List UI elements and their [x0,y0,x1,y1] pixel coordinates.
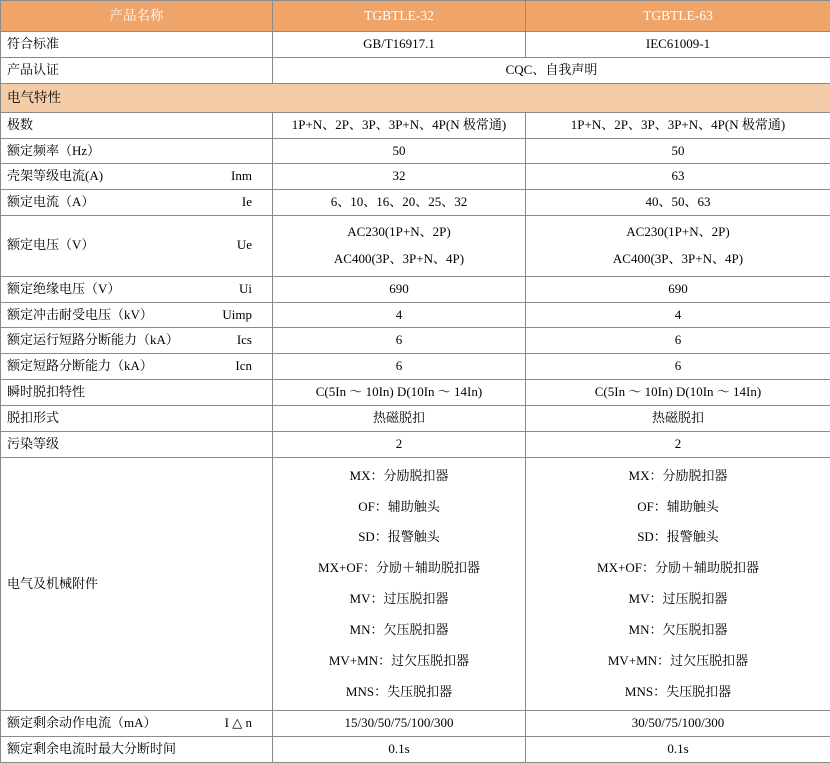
table-row [1,354,830,380]
row-value-2: 0.1s [526,737,830,763]
row-value-1: C(5In ～ 10In) D(10In ～ 14In) [273,380,526,406]
list-item: MV+MN：过欠压脱扣器 [279,646,519,677]
list-item: MV：过压脱扣器 [279,584,519,615]
list-item: MV+MN：过欠压脱扣器 [532,646,824,677]
row-value-2 [526,216,830,277]
row-symbol: Ie [242,193,266,212]
table-row [1,711,830,737]
list-item: MX+OF：分励＋辅助脱扣器 [279,553,519,584]
row-value-2: 63 [526,164,830,190]
row-label: 额定剩余电流时最大分断时间 [1,737,273,763]
header-product-name: 产品名称 [1,1,273,32]
row-symbol: Icn [235,357,266,376]
row-label: 极数 [1,112,273,138]
row-label: 额定冲击耐受电压（kV） [7,306,153,325]
table-row [1,380,830,406]
value-line: AC230(1P+N、2P) [532,219,824,246]
row-value-1: GB/T16917.1 [273,32,526,58]
row-label-with-symbol [1,328,273,354]
row-value-1: 6 [273,328,526,354]
row-label-with-symbol [1,190,273,216]
row-symbol: Ue [237,236,266,255]
row-label: 额定频率（Hz） [1,138,273,164]
row-value-2: 2 [526,431,830,457]
header-model-2: TGBTLE-63 [526,1,830,32]
row-label: 额定电压（V） [7,236,94,255]
spec-table-body [1,1,830,763]
row-value-1: 4 [273,302,526,328]
row-value-1: 690 [273,276,526,302]
list-item: SD：报警触头 [279,522,519,553]
table-row [1,57,830,83]
row-value-2: C(5In ～ 10In) D(10In ～ 14In) [526,380,830,406]
row-value-1: 32 [273,164,526,190]
section-title: 电气特性 [1,83,830,112]
row-value-2: 热磁脱扣 [526,405,830,431]
row-value-2: 30/50/75/100/300 [526,711,830,737]
row-value-1: 6 [273,354,526,380]
row-value-2: 50 [526,138,830,164]
section-header-row [1,83,830,112]
row-symbol: Uimp [222,306,266,325]
row-label: 额定绝缘电压（V） [7,280,120,299]
list-item: MNS：失压脱扣器 [532,677,824,708]
value-line: AC400(3P、3P+N、4P) [279,246,519,273]
row-label: 额定电流（A） [7,193,94,212]
row-value-1: 2 [273,431,526,457]
value-line: AC230(1P+N、2P) [279,219,519,246]
row-label-with-symbol [1,164,273,190]
row-value-span: CQC、自我声明 [273,57,830,83]
row-value-1: 50 [273,138,526,164]
row-value-2: 6 [526,354,830,380]
row-label: 产品认证 [1,57,273,83]
list-item: MV：过压脱扣器 [532,584,824,615]
row-value-2: IEC61009-1 [526,32,830,58]
row-value-2: 690 [526,276,830,302]
table-row [1,431,830,457]
row-value-2: 4 [526,302,830,328]
row-label: 瞬时脱扣特性 [1,380,273,406]
row-value-2: 1P+N、2P、3P、3P+N、4P(N 极常通) [526,112,830,138]
list-item: SD：报警触头 [532,522,824,553]
table-row [1,328,830,354]
row-label: 污染等级 [1,431,273,457]
list-item: MN：欠压脱扣器 [532,615,824,646]
table-row [1,112,830,138]
row-value-1: 15/30/50/75/100/300 [273,711,526,737]
accessories-list-1 [273,457,526,711]
table-row [1,164,830,190]
table-row [1,302,830,328]
row-label-with-symbol [1,276,273,302]
row-label-with-symbol [1,711,273,737]
list-item: MN：欠压脱扣器 [279,615,519,646]
row-symbol: Inm [231,167,266,186]
row-label: 额定短路分断能力（kA） [7,357,153,376]
row-label-with-symbol [1,216,273,277]
row-label: 电气及机械附件 [1,457,273,711]
row-value-1: 6、10、16、20、25、32 [273,190,526,216]
row-value-2: 6 [526,328,830,354]
table-header-row [1,1,830,32]
table-row [1,276,830,302]
row-value-1: 热磁脱扣 [273,405,526,431]
row-label: 壳架等级电流(A) [7,167,103,186]
row-symbol: Ui [239,280,266,299]
list-item: OF：辅助触头 [532,492,824,523]
row-label: 额定剩余动作电流（mA） [7,714,157,733]
list-item: OF：辅助触头 [279,492,519,523]
value-line: AC400(3P、3P+N、4P) [532,246,824,273]
row-label-with-symbol [1,354,273,380]
row-symbol: I △ n [225,714,266,733]
row-value-1: 1P+N、2P、3P、3P+N、4P(N 极常通) [273,112,526,138]
row-value-2: 40、50、63 [526,190,830,216]
list-item: MNS：失压脱扣器 [279,677,519,708]
row-label: 脱扣形式 [1,405,273,431]
row-label: 符合标准 [1,32,273,58]
table-row-accessories [1,457,830,711]
table-row [1,138,830,164]
list-item: MX：分励脱扣器 [532,461,824,492]
table-row [1,737,830,763]
table-row [1,32,830,58]
accessories-list-2 [526,457,830,711]
header-model-1: TGBTLE-32 [273,1,526,32]
row-label-with-symbol [1,302,273,328]
row-symbol: Ics [237,331,266,350]
table-row [1,216,830,277]
row-value-1 [273,216,526,277]
row-value-1: 0.1s [273,737,526,763]
table-row [1,405,830,431]
row-label: 额定运行短路分断能力（kA） [7,331,179,350]
list-item: MX+OF：分励＋辅助脱扣器 [532,553,824,584]
table-row [1,190,830,216]
list-item: MX：分励脱扣器 [279,461,519,492]
